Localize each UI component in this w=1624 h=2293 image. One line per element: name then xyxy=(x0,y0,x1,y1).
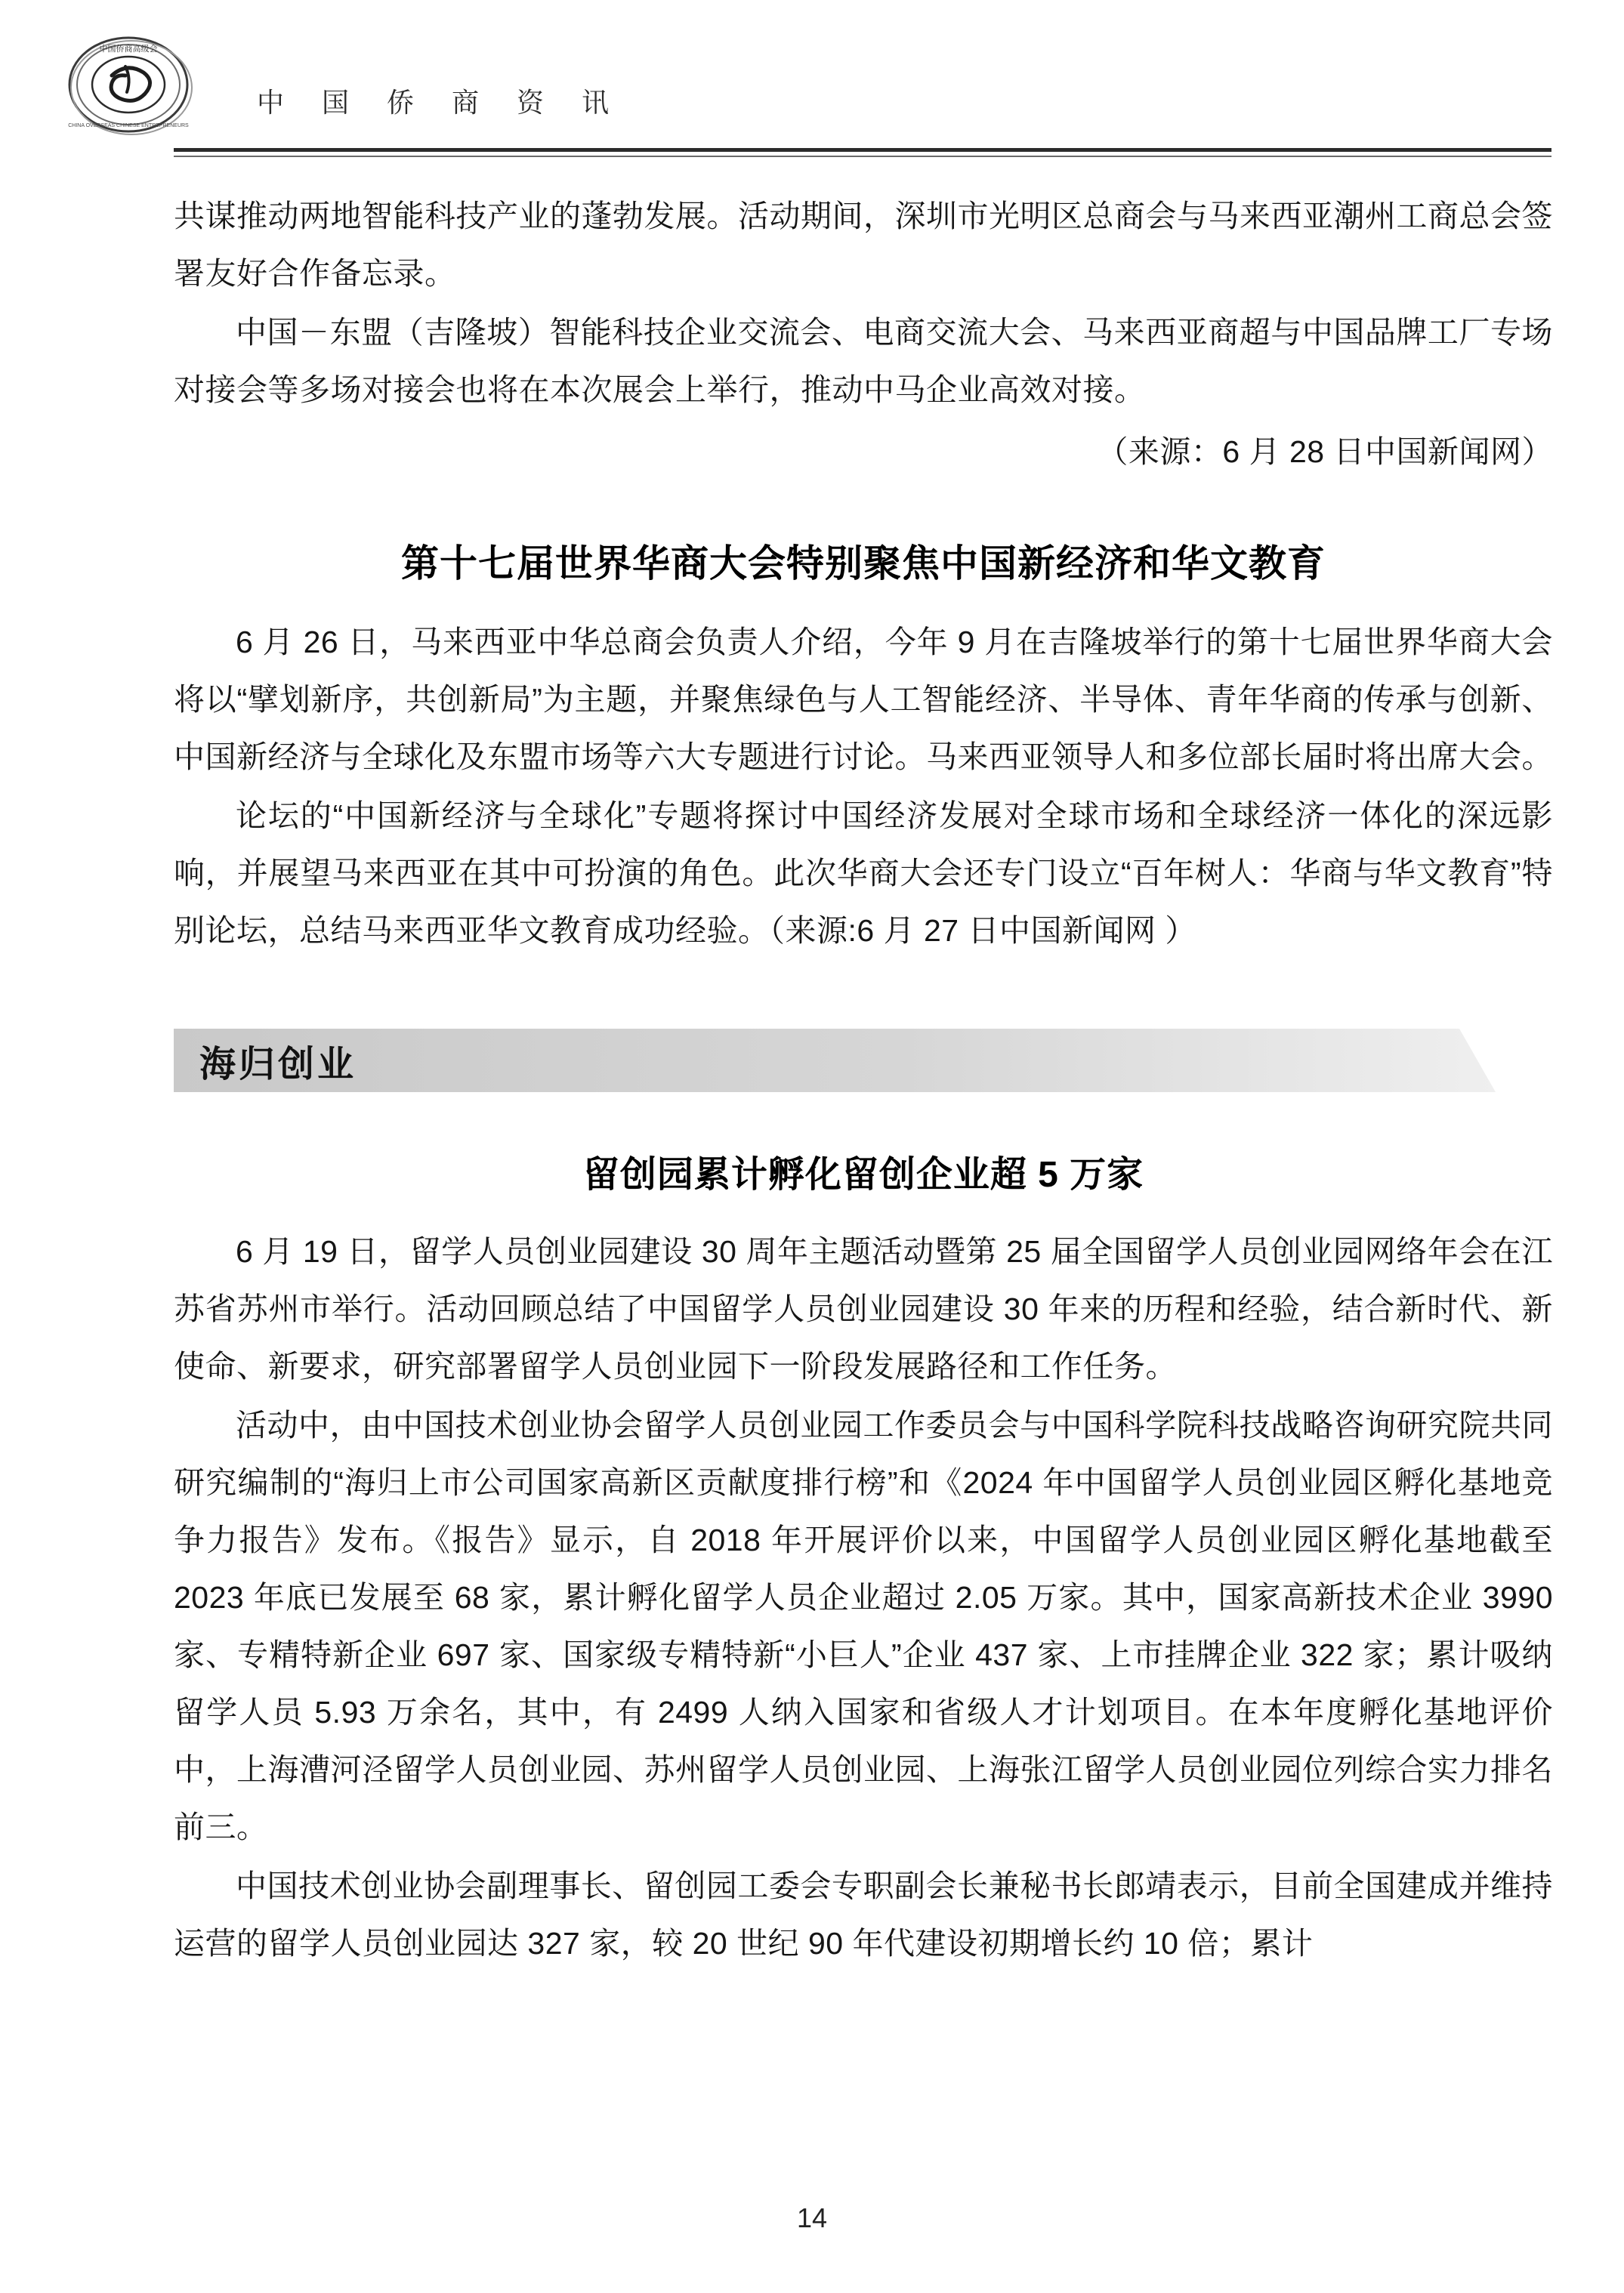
section-banner-background xyxy=(174,1029,1496,1092)
page-number: 14 xyxy=(796,2202,828,2233)
section-banner-label: 海归创业 xyxy=(199,1045,357,1085)
paragraph-continued: 共谋推动两地智能科技产业的蓬勃发展。活动期间，深圳市光明区总商会与马来西亚潮州工商总会签署友好合作备忘录。 xyxy=(174,199,1553,291)
publication-title: 中 国 侨 商 资 讯 xyxy=(257,87,625,118)
source-line: （来源：6 月 28 日中国新闻网） xyxy=(1097,434,1553,469)
header-divider-thin xyxy=(174,156,1551,157)
paragraph: 中国－东盟（吉隆坡）智能科技企业交流会、电商交流大会、马来西亚商超与中国品牌工厂专场对接会等多场对接会也将在本次展会上举行，推动中马企业高效对接。 xyxy=(174,315,1553,407)
article-title-2: 留创园累计孵化留创企业超 5 万家 xyxy=(582,1155,1144,1195)
paragraph: 6 月 26 日，马来西亚中华总商会负责人介绍，今年 9 月在吉隆坡举行的第十七届世界华商大会将以“擘划新序，共创新局”为主题，并聚焦绿色与人工智能经济、半导体、青年华商的传承与创新、中国新经济与全球化及东盟市场等六大专题进行讨论。马来西亚领导人和多位部长届时将出席大会。 xyxy=(174,625,1553,774)
article-title-1: 第十七届世界华商大会特别聚焦中国新经济和华文教育 xyxy=(401,542,1326,585)
section-banner-haiguichuangye xyxy=(174,1029,1496,1092)
header-divider xyxy=(174,148,1551,152)
paragraph: 论坛的“中国新经济与全球化”专题将探讨中国经济发展对全球市场和全球经济一体化的深远影响，并展望马来西亚在其中可扮演的角色。此次华商大会还专门设立“百年树人：华商与华文教育”特别论坛，总结马来西亚华文教育成功经验。（来源:6 月 27 日中国新闻网 ） xyxy=(174,798,1553,948)
paragraph: 活动中，由中国技术创业协会留学人员创业园工作委员会与中国科学院科技战略咨询研究院共同研究编制的“海归上市公司国家高新区贡献度排行榜”和《2024 年中国留学人员创业园区孵化基地竞争力报告》发布。《报告》显示，自 2018 年开展评价以来，中国留学人员创业园区孵化基地截至 2023 年底已发展至 68 家，累计孵化留学人员企业超过 2.05 万家。其中，国家高新技术企业 3990 家、专精特新企业 697 家、国家级专精特新“小巨人”企业 437 家、上市挂牌企业 322 家；累计吸纳留学人员 5.93 万余名，其中，有 2499 人纳入国家和省级人才计划项目。在本年度孵化基地评价中，上海漕河泾留学人员创业园、苏州留学人员创业园、上海张江留学人员创业园位列综合实力排名前三。 xyxy=(174,1408,1553,1844)
document-body xyxy=(174,187,1553,1974)
paragraph: 中国技术创业协会副理事长、留创园工委会专职副会长兼秘书长郎靖表示，目前全国建成并维持运营的留学人员创业园达 327 家，较 20 世纪 90 年代建设初期增长约 10 倍；累计 xyxy=(174,1869,1553,1961)
paragraph: 6 月 19 日，留学人员创业园建设 30 周年主题活动暨第 25 届全国留学人员创业园网络年会在江苏省苏州市举行。活动回顾总结了中国留学人员创业园建设 30 年来的历程和经验，结合新时代、新使命、新要求，研究部署留学人员创业园下一阶段发展路径和工作任务。 xyxy=(174,1234,1553,1384)
svg-text:中国侨商高级会: 中国侨商高级会 xyxy=(99,45,158,54)
svg-text:CHINA OVERSEAS CHINESE ENTREPR: CHINA OVERSEAS CHINESE ENTREPRENEURS xyxy=(68,123,189,128)
publication-emblem-icon xyxy=(53,30,227,151)
page-header xyxy=(0,0,1624,175)
